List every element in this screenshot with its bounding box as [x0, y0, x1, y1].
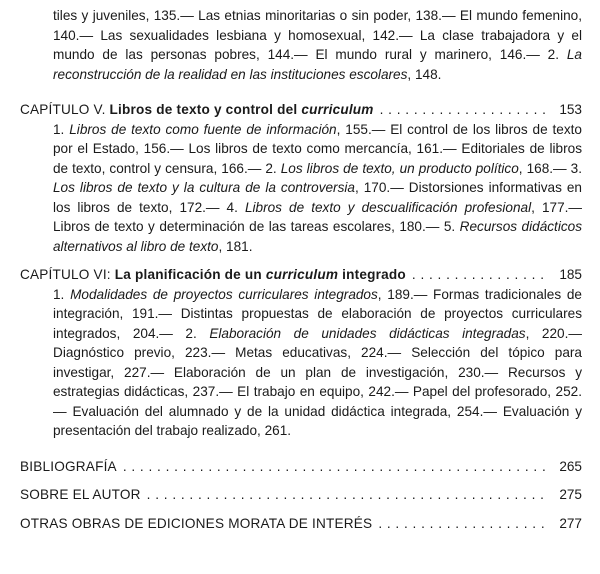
entry-title: SOBRE EL AUTOR	[20, 487, 141, 502]
entry-title: OTRAS OBRAS DE EDICIONES MORATA DE INTERÉS	[20, 515, 373, 531]
text: 1.	[53, 121, 70, 137]
chapter-title: Libros de texto y control del	[109, 102, 302, 117]
chapter-title: La planificación de un	[114, 267, 266, 282]
chapter-vi-contents	[53, 285, 582, 441]
chapter-label: CAPÍTULO V.	[20, 102, 110, 117]
page-number: 185	[559, 267, 582, 282]
text: , 170.— Distorsiones informativas en los libros de texto, 172.— 4.	[53, 180, 582, 215]
section-title: Libros de texto y descualificación profesional	[244, 199, 532, 215]
sobre-el-autor-entry[interactable]	[20, 485, 582, 505]
text: , 220.— Diagnóstico previo, 223.— Metas educativas, 224.— Selección del tópico para investigar, 227.— Elaboración de un plan de investigación, 230.— Recursos y estrategias didácticas, 237.— El trabajo en equipo, 242.— Papel del profesorado, 252.— Evaluación del alumnado y de la unidad didáctica integrada, 254.— Evaluación y presentación del trabajo realizado, 261.	[53, 325, 582, 438]
page-number: 265	[559, 458, 582, 474]
chapter-title-italic: curriculum	[265, 267, 339, 282]
dot-leader	[147, 485, 546, 505]
chapter-title-italic: curriculum	[301, 102, 374, 117]
entry-title: BIBLIOGRAFÍA	[20, 458, 117, 474]
chapter-title-end: integrado	[338, 267, 406, 282]
text: , 177.— Libros de texto y determinación de las tareas escolares, 180.— 5.	[53, 199, 583, 234]
dot-leader	[380, 100, 546, 120]
chapter-iv-continuation	[53, 6, 582, 84]
text: , 181.	[218, 238, 253, 254]
chapter-label: CAPÍTULO VI:	[20, 267, 115, 282]
chapter-vi-heading[interactable]	[20, 265, 582, 285]
chapter-v-contents	[53, 120, 582, 257]
section-title: Los libros de texto y la cultura de la controversia	[53, 180, 355, 195]
text: 1.	[53, 286, 71, 302]
page-number: 277	[559, 515, 582, 531]
section-title: La reconstrucción de la realidad en las instituciones escolares	[53, 47, 582, 82]
chapter-v-heading[interactable]	[20, 100, 582, 120]
text: tiles y juveniles, 135.— Las etnias minoritarias o sin poder, 138.— El mundo femenino, 140.— Las sexualidades lesbiana y homosexual, 142.— La clase trabajadora y el mundo de las personas pobres, 144.— El mundo rural y marinero, 146.— 2.	[53, 8, 582, 62]
text: , 189.— Formas tradicionales de integración, 191.— Distintas propuestas de elaboración de proyectos curriculares integrados, 204.— 2.	[53, 286, 582, 341]
section-title: Recursos didácticos alternativos al libro de texto	[53, 219, 582, 254]
chapter-vi-title	[20, 265, 406, 285]
text: , 148.	[407, 66, 442, 82]
bibliografia-entry[interactable]	[20, 457, 582, 477]
dot-leader	[123, 457, 546, 477]
section-title: Libros de texto como fuente de información	[69, 121, 337, 137]
dot-leader	[378, 514, 546, 534]
page-number: 275	[559, 487, 582, 502]
section-title: Modalidades de proyectos curriculares integrados	[70, 286, 378, 302]
otras-obras-entry[interactable]	[20, 514, 582, 534]
section-title: Los libros de texto, un producto político	[280, 160, 519, 176]
section-title: Elaboración de unidades didácticas integradas	[209, 325, 526, 341]
dot-leader	[412, 265, 546, 285]
text: , 168.— 3.	[518, 160, 583, 176]
page-number: 153	[559, 102, 582, 117]
text: , 155.— El control de los libros de texto por el Estado, 156.— Los libros de texto como mercancía, 161.— Editoriales de libros de texto, control y censura, 166.— 2.	[53, 121, 582, 176]
chapter-v-title	[20, 100, 374, 120]
